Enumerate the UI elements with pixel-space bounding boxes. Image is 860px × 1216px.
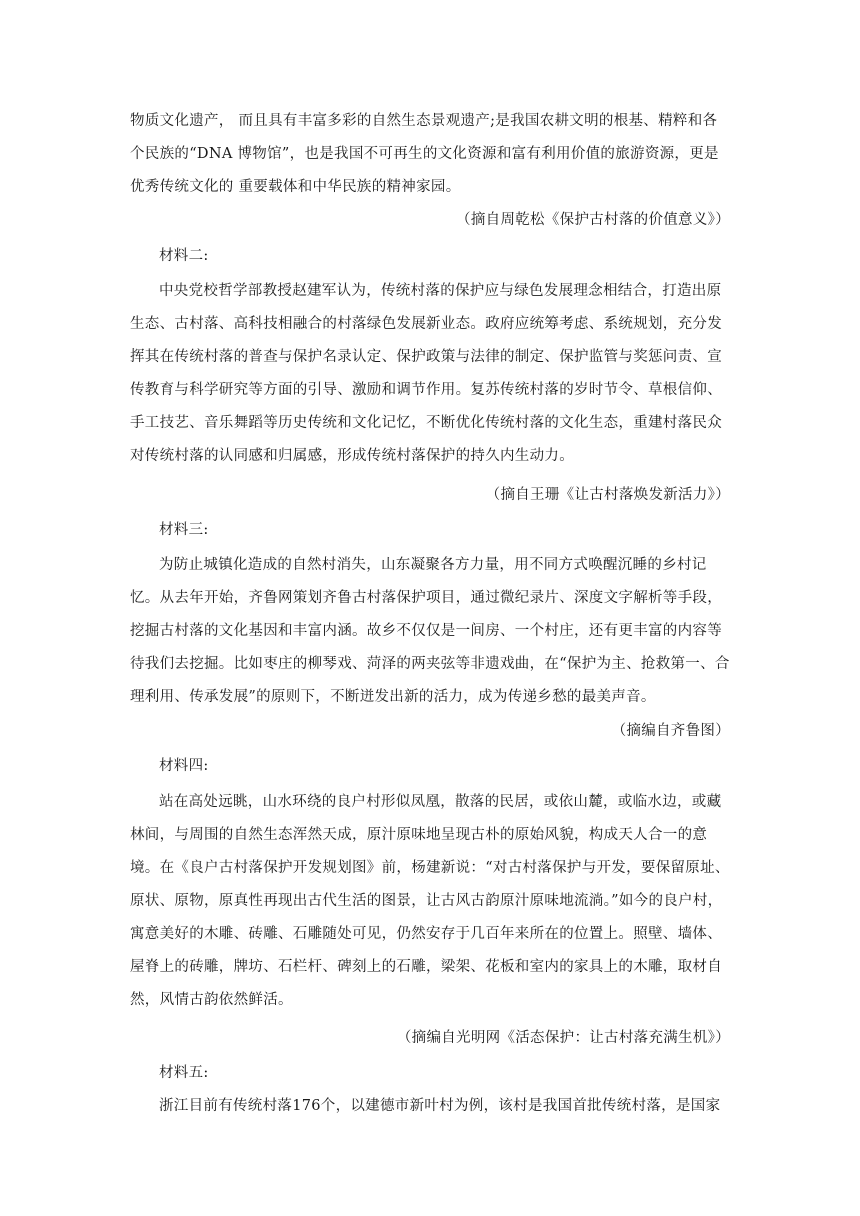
paragraph-material-four: 站在高处远眺，山水环绕的良户村形似凤凰，散落的民居，或依山麓，或临水边，或藏林间，与周围的自然生态浑然天成，原汁原味地呈现古朴的原始风貌，构成天人合一的意境。在《良户古村落保护开发规划图》前，杨建新说：“对古村落保护与开发，要保留原址、原状、原物，原真性再现出古代生活的图景，让古风古韵原汁原味地流淌。”如今的良户村，寓意美好的木雕、砖雕、石雕随处可见，仍然安存于几百年来所在的位置上。照壁、墙体、屋脊上的砖雕，牌坊、石栏杆、碑刻上的石雕，梁架、花板和室内的家具上的木雕，取材自然，风情古韵依然鲜活。 <box>130 794 730 1008</box>
paragraph-material-one-end: 物质文化遗产， 而且具有丰富多彩的自然生态景观遗产;是我国农耕文明的根基、精粹和各个民族的“DNA 博物馆”，也是我国不可再生的文化资源和富有利用价值的旅游资源，更是优秀传统文化的 重要载体和中华民族的精神家园。 <box>130 113 719 195</box>
section-label-material-four: 材料四: <box>159 758 209 774</box>
paragraph-material-three: 为防止城镇化造成的自然村消失，山东凝聚各方力量，用不同方式唤醒沉睡的乡村记忆。从去年开始，齐鲁网策划齐鲁古村落保护项目，通过微纪录片、深度文字解析等手段，挖掘古村落的文化基因和丰富内涵。故乡不仅仅是一间房、一个村庄，还有更丰富的内容等待我们去挖掘。比如枣庄的柳琴戏、菏泽的两夹弦等非遗戏曲，在“保护为主、抢救第一、合理利用、传承发展”的原则下，不断迸发出新的活力，成为传递乡愁的最美声音。 <box>130 557 730 705</box>
source-citation-four: （摘编自光明网《活态保护：让古村落充满生机》） <box>396 1030 730 1046</box>
section-label-material-three: 材料三: <box>159 522 209 538</box>
source-citation-three: （摘编自齐鲁图） <box>611 723 730 739</box>
paragraph-material-five: 浙江目前有传统村落176个，以建德市新叶村为例，该村是我国首批传统村落，是国家 <box>159 1098 721 1114</box>
section-label-material-five: 材料五: <box>159 1065 209 1081</box>
paragraph-material-two: 中央党校哲学部教授赵建军认为，传统村落的保护应与绿色发展理念相结合，打造出原生态、古村落、高科技相融合的村落绿色发展新业态。政府应统筹考虑、系统规划，充分发挥其在传统村落的普查与保护名录认定、保护政策与法律的制定、保护监管与奖惩问责、宣传教育与科学研究等方面的引导、激励和调节作用。复苏传统村落的岁时节令、草根信仰、手工技艺、音乐舞蹈等历史传统和文化记忆，不断优化传统村落的文化生态，重建村落民众对传统村落的认同感和归属感，形成传统村落保护的持久内生动力。 <box>130 283 722 464</box>
section-label-material-two: 材料二: <box>159 248 209 264</box>
source-citation-one: （摘自周乾松《保护古村落的价值意义》） <box>456 212 730 228</box>
source-citation-two: （摘自王珊《让古村落焕发新活力》） <box>485 487 730 503</box>
